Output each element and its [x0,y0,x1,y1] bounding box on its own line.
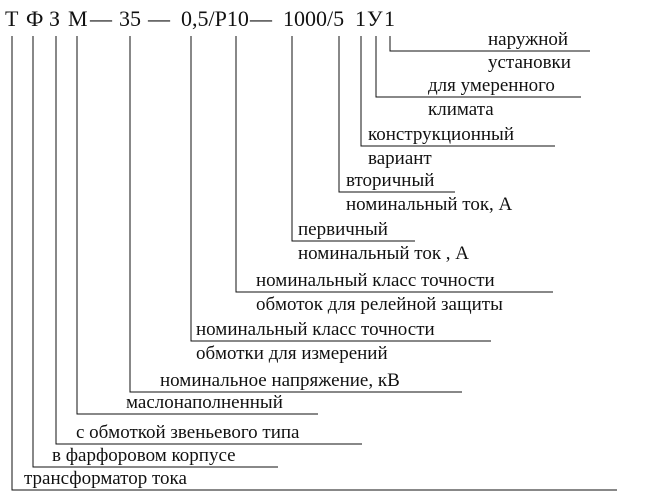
label-secondary-current: номинальный ток, А [346,194,513,215]
label-climate: климата [428,99,494,120]
label-relay-windings: обмоток для релейной защиты [256,294,503,315]
label-oil-filled: маслонаполненный [126,392,283,413]
code-T: Т [5,6,19,31]
code-accuracy: 0,5/Р10 [181,6,249,31]
label-temperate: для умеренного [428,75,555,96]
label-constructional: конструкционный [368,124,514,145]
label-primary: первичный [298,219,388,240]
code-climate: У [367,6,383,31]
label-current-transformer: трансформатор тока [24,468,187,489]
label-secondary: вторичный [346,170,435,191]
label-rated-voltage: номинальное напряжение, кВ [160,370,400,391]
label-link-winding: с обмоткой звеньевого типа [76,422,300,443]
label-outdoor: наружной [488,29,569,50]
code-dash-1: — [90,6,112,31]
label-installation: установки [488,52,571,73]
label-meter-winding: обмотки для измерений [196,343,388,364]
code-current: 1000/5 [283,6,345,31]
label-primary-current: номинальный ток , А [298,243,470,264]
code-M: М [68,6,88,31]
label-porcelain-housing: в фарфоровом корпусе [52,445,236,466]
label-relay-accuracy: номинальный класс точности [256,270,495,291]
code-dash-3: — [250,6,272,31]
code-35: 35 [119,6,141,31]
label-variant: вариант [368,148,432,169]
code-F: Ф [26,6,44,31]
code-placement: 1 [384,6,395,31]
code-dash-2: — [148,6,170,31]
label-meter-accuracy: номинальный класс точности [196,319,435,340]
code-variant: 1 [355,6,366,31]
code-Z: З [49,6,61,31]
